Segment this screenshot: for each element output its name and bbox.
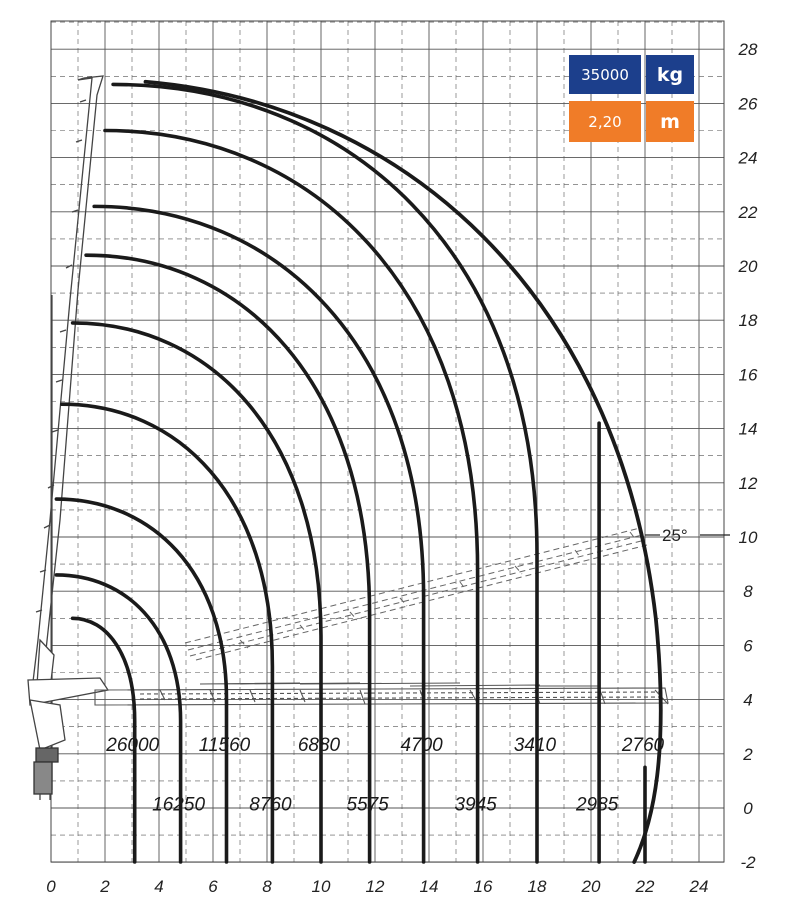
x-tick-label: 4 [154,877,164,896]
y-tick-label: 14 [738,419,758,439]
x-tick-label: 14 [419,877,439,896]
x-axis-ticks [46,877,708,896]
y-tick-label: 0 [743,799,753,818]
x-tick-label: 16 [473,877,493,896]
y-tick-label: -2 [740,853,756,873]
x-tick-label: 24 [689,877,709,896]
y-tick-label: 26 [738,94,758,114]
y-tick-label: 2 [743,744,753,764]
y-tick-label: 8 [743,582,753,602]
capacity-label: 5575 [346,794,389,816]
x-tick-label: 20 [581,877,601,896]
y-tick-label: 6 [743,636,753,656]
x-tick-label: 22 [635,877,655,896]
y-tick-label: 18 [738,311,758,331]
capacity-unit: kg [656,64,684,86]
y-tick-label: 22 [738,202,758,222]
y-tick-label: 16 [738,365,758,385]
capacity-label: 4700 [400,735,443,757]
y-tick-label: 4 [743,690,753,710]
capacity-label: 16250 [152,794,206,816]
x-tick-label: 12 [365,877,385,896]
y-tick-label: 28 [738,40,758,60]
capacity-label: 2985 [575,794,619,816]
y-axis-ticks [738,40,758,872]
load-curve [94,206,423,862]
y-tick-label: 10 [738,528,758,547]
capacity-label: 8760 [249,794,292,816]
capacity-label: 3410 [513,735,557,757]
capacity-labels [105,735,664,816]
x-tick-label: 18 [527,877,547,896]
x-tick-label: 8 [262,877,272,896]
y-tick-label: 20 [738,257,758,276]
angle-marker [645,526,730,545]
capacity-label: 6880 [297,735,341,757]
capacity-label: 2760 [621,735,665,757]
x-tick-label: 0 [46,877,56,896]
hook-unit: m [660,111,680,133]
x-tick-label: 10 [311,877,331,896]
capacity-label: 3945 [454,794,497,816]
x-tick-label: 2 [100,877,110,896]
angle-label: 25° [662,526,688,545]
load-curve [62,404,273,862]
hook-value: 2,20 [588,113,622,131]
capacity-value: 35000 [581,66,629,84]
x-tick-label: 6 [208,877,218,896]
capacity-label: 26000 [106,735,160,757]
y-tick-label: 12 [738,473,758,493]
capacity-label: 11560 [198,735,251,757]
y-tick-label: 24 [738,148,758,168]
spec-badges [569,55,694,142]
